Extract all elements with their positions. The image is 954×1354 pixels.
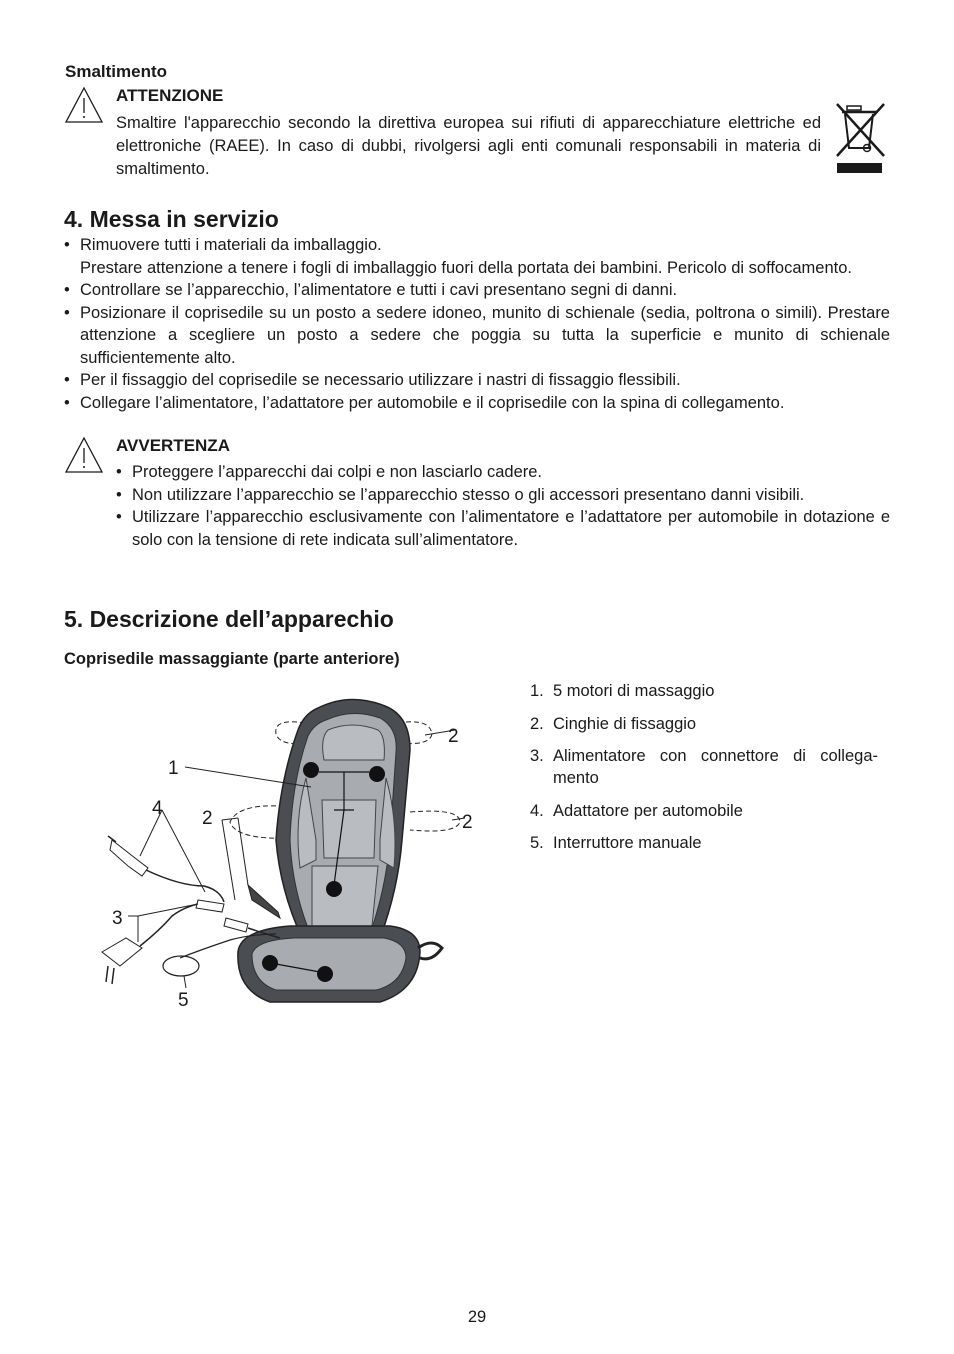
list-item: 1. 5 motori di massaggio: [530, 682, 715, 700]
warning-label: AVVERTENZA: [116, 436, 230, 455]
list-item: • Controllare se l’apparecchio, l’alimentatore e tutti i cavi presentano segni di danni.: [64, 279, 890, 302]
weee-crossed-bin-icon: [834, 100, 886, 176]
section4-bullet-list: [64, 234, 890, 414]
page-number: 29: [467, 1308, 487, 1326]
list-item: 3. Alimentatore con connettore di collega-mento: [530, 747, 878, 787]
massage-seat-illustration: [80, 690, 500, 1020]
list-item: • Posizionare il coprisedile su un posto a sedere idoneo, munito di schienale (sedia, poltrona o simili). Prestare attenzione a scegliere un posto a sedere che poggia su tutta la superficie e munito di schienale sufficientemente alto.: [64, 302, 890, 370]
callout-3: 3: [112, 908, 123, 929]
warning-bullet-list: [116, 461, 890, 551]
callout-2-top: 2: [448, 726, 459, 747]
disposal-heading: Smaltimento: [65, 62, 168, 81]
list-item: 2. Cinghie di fissaggio: [530, 714, 697, 733]
callout-2-left: 2: [202, 808, 213, 829]
list-item: • Utilizzare l’apparecchio esclusivamente con l’alimentatore e l’adattatore per automobile in dotazione e solo con la tensione di rete indicata sull’alimentatore.: [116, 506, 890, 551]
callout-2-right: 2: [462, 812, 473, 833]
list-item: • Proteggere l’apparecchi dai colpi e non lasciarlo cadere.: [116, 461, 890, 484]
callout-4: 4: [152, 798, 163, 819]
section5-subtitle: Coprisedile massaggiante (parte anteriore): [64, 650, 400, 668]
section4-title: 4. Messa in servizio: [64, 206, 279, 232]
list-item: • Non utilizzare l’apparecchio se l’apparecchio stesso o gli accessori presentano danni visibili.: [116, 484, 890, 507]
list-item: 5. Interruttore manuale: [530, 834, 702, 852]
list-item: • Rimuovere tutti i materiali da imballaggio. Prestare attenzione a tenere i fogli di imballaggio fuori della portata dei bambini. Pericolo di soffocamento.: [64, 234, 890, 279]
disposal-label: ATTENZIONE: [116, 86, 224, 105]
warning-triangle-icon: [64, 436, 104, 474]
list-item: • Collegare l’alimentatore, l’adattatore per automobile e il coprisedile con la spina di collegamento.: [64, 392, 890, 415]
disposal-text: Smaltire l'apparecchio secondo la direttiva europea sui rifiuti di apparecchiature elettriche ed elettroniche (RAEE). In caso di dubbi, rivolgersi agli enti comunali responsabili in materia di smaltimento.: [116, 114, 821, 178]
list-item: 4. Adattatore per automobile: [530, 801, 743, 820]
section5-title: 5. Descrizione dell’apparechio: [64, 606, 394, 632]
list-item: • Per il fissaggio del coprisedile se necessario utilizzare i nastri di fissaggio flessibili.: [64, 369, 890, 392]
callout-5: 5: [178, 990, 189, 1011]
callout-1: 1: [168, 758, 179, 779]
warning-triangle-icon: [64, 86, 104, 124]
parts-list: [530, 680, 878, 865]
